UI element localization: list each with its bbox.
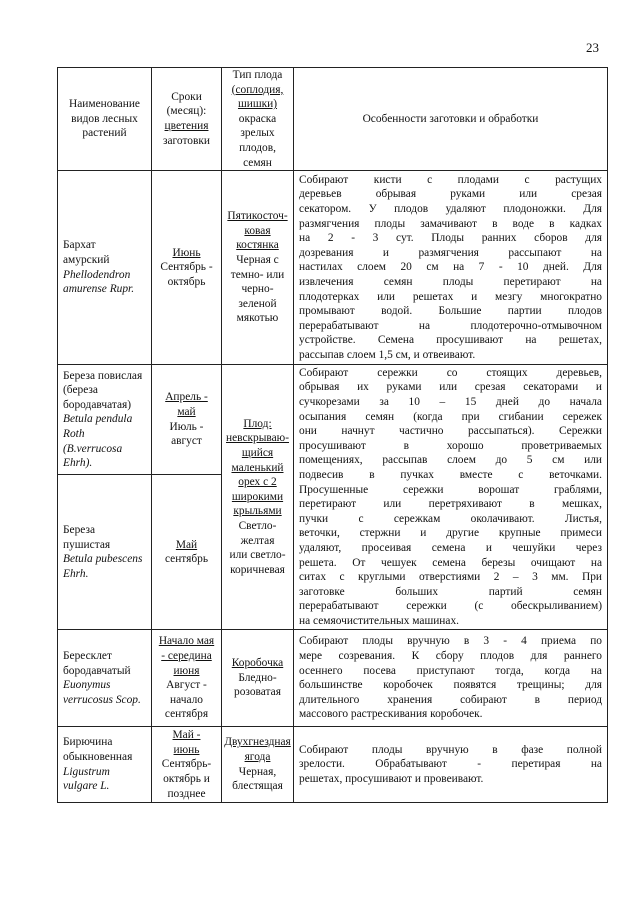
species-dates: Июнь Сентябрь - октябрь: [152, 171, 222, 365]
header-dates: Сроки (месяц): цветения заготовки: [152, 68, 222, 171]
species-features: Собирают сережки со стоящих деревьев, обрывая их руками или срезая секаторами и сучкорезами за 10 – 15 дней до начала осыпания семян (когда при сгибании сережек они начнут частично рассыпаться). Сережки просушивают в хорошо проветриваемых помещениях, рассыпав слоем до 5 см или подвесив в пучках вместе с веточками. Просушенные сережки ворошат граблями, перетирают или перетряхивают в мешках, пучки с сережкам околачивают. Листья, веточки, стержни и другие крупные примеси удаляют, просеивая семена и чешуйки через решета. От чешуек семена березы очищают на ситах с круглыми отверстиями 2 – 3 мм. При заготовке больших партий семян перерабатывают сережки (с обескрыливанием) на семяочистительных машинах.: [294, 365, 608, 630]
header-features: Особенности заготовки и обработки: [294, 68, 608, 171]
species-features: Собирают плоды вручную в 3 - 4 приема по мере созревания. К сбору плодов для раннего осеннего посева приступают тогда, когда на большинстве коробочек появятся трещины; для длительного хранения собирают в период массового растрескивания коробочек.: [294, 630, 608, 727]
species-dates: Начало мая - середина июня Август - начало сентября: [152, 630, 222, 727]
table-row: [58, 727, 608, 803]
species-features: Собирают кисти с плодами с растущих деревьев обрывая руками или срезая секатором. У плодов удаляют плодоножки. Для размягчения плоды замачивают в воде в кадках на 2 - 3 сут. Плоды ранних сборов для дозревания и размягчения рассыпают на настилах слоем 20 см на 7 - 10 дней. Для извлечения семян плоды перетирают на плодотерках или решетах и мезгу многократно промывают водой. Большие партии плодов перерабатывают на плодотерочно-отмывочном устройстве. Семена просушивают на решетах, рассыпав слоем 1,5 см, и отвеивают.: [294, 171, 608, 365]
species-fruit: Плод: невскрываю- щийся маленький орех с 2 широкими крыльями Светло- желтая или светло- коричневая: [222, 365, 294, 630]
table-row: [58, 630, 608, 727]
species-fruit: Пятикосточ- ковая костянка Черная с темно- или черно-зеленой мякотью: [222, 171, 294, 365]
header-fruit-type: Тип плода (соплодия, шишки) окраска зрелых плодов, семян: [222, 68, 294, 171]
table-row: [58, 365, 608, 475]
table-row: [58, 171, 608, 365]
species-name: Бархат амурский Phellodendron amurense Rupr.: [58, 171, 152, 365]
species-name: Бересклет бородавчатый Euonymus verrucosus Scop.: [58, 630, 152, 727]
header-species: Наименование видов лесных растений: [58, 68, 152, 171]
species-features: Собирают плоды вручную в фазе полной зрелости. Обрабатывают - перетирая на решетах, просушивают и провеивают.: [294, 727, 608, 803]
species-name: Бирючина обыкновенная Ligustrum vulgare L.: [58, 727, 152, 803]
species-dates: Май - июнь Сентябрь- октябрь и позднее: [152, 727, 222, 803]
page-number: 23: [586, 40, 599, 55]
species-name: Береза пушистая Betula pubescens Ehrh.: [58, 475, 152, 630]
species-dates: Апрель - май Июль - август: [152, 365, 222, 475]
species-fruit: Коробочка Бледно- розоватая: [222, 630, 294, 727]
species-name: Береза повислая (береза бородавчатая) Betula pendula Roth (B.verrucosa Ehrh).: [58, 365, 152, 475]
species-fruit: Двухгнездная ягода Черная, блестящая: [222, 727, 294, 803]
plant-harvest-table: [57, 67, 608, 803]
table-header-row: [58, 68, 608, 171]
species-dates: Май сентябрь: [152, 475, 222, 630]
